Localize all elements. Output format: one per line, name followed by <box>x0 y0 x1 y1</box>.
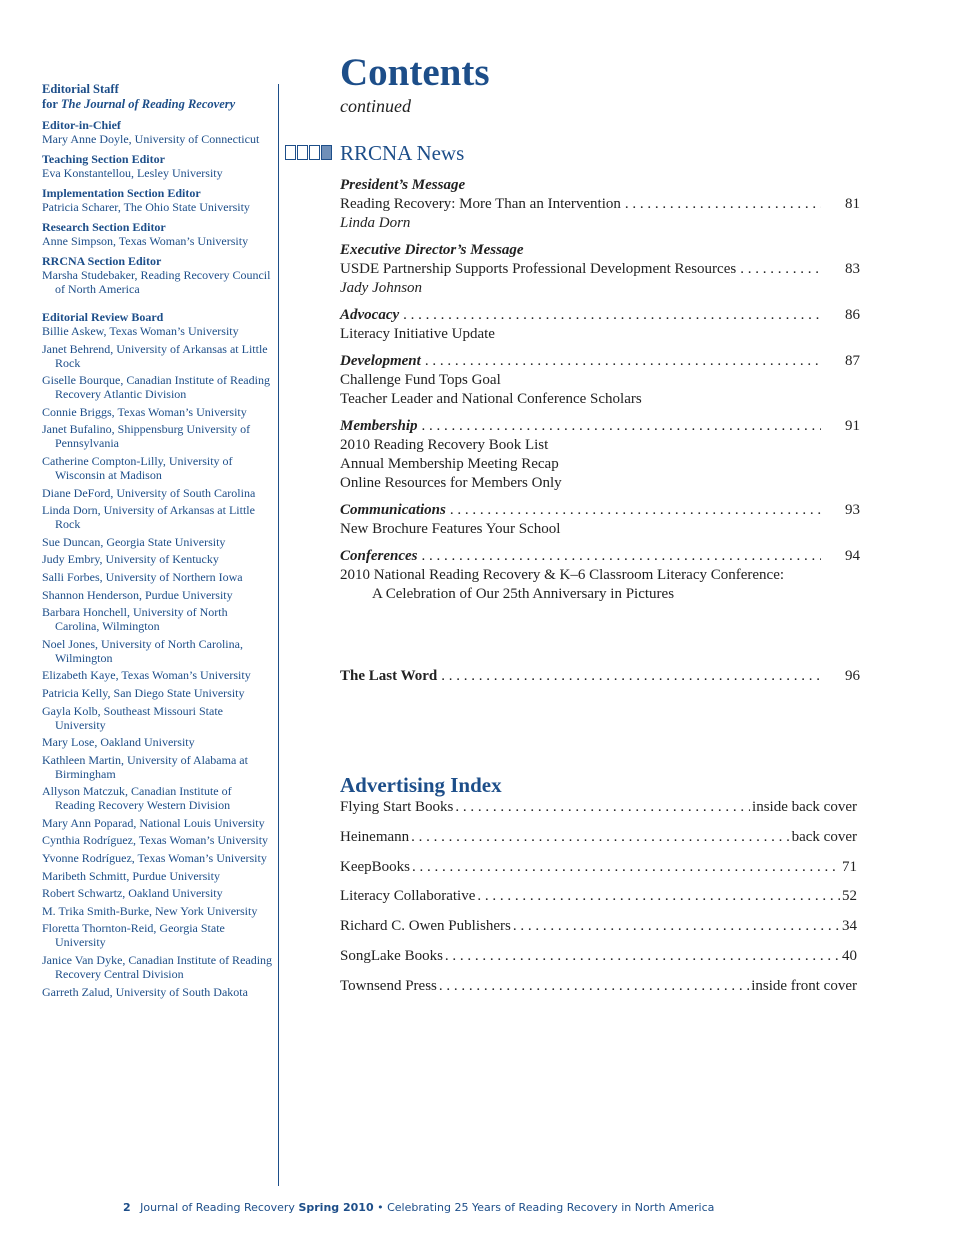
toc-entry[interactable] <box>340 176 860 233</box>
advertising-title: Advertising Index <box>340 773 502 797</box>
advertiser-row[interactable] <box>340 887 857 917</box>
role-implementation-editor <box>42 186 274 214</box>
advertiser-row[interactable] <box>340 977 857 1007</box>
advertiser-name: Literacy Collaborative <box>340 888 476 905</box>
entry-heading: Advocacy <box>340 307 400 323</box>
review-board-heading: Editorial Review Board <box>42 310 164 324</box>
footer-tagline: Celebrating 25 Years of Reading Recovery in North America <box>387 1201 715 1214</box>
contents-title: Contents <box>340 51 490 94</box>
advertiser-name: Richard C. Owen Publishers <box>340 918 511 935</box>
person: Anne Simpson, Texas Woman’s University <box>42 234 249 248</box>
entry-title: USDE Partnership Supports Professional Development Resources <box>340 261 737 277</box>
entry-heading: Development <box>340 353 421 369</box>
review-board-member: Janice Van Dyke, Canadian Institute of Reading Recovery Central Division <box>42 953 273 982</box>
dot-leader <box>455 798 750 817</box>
dot-leader <box>422 417 821 436</box>
review-board-member: Sue Duncan, Georgia State University <box>42 534 226 549</box>
review-board-member: Janet Bufalino, Shippensburg University of Pennsylvania <box>42 422 251 451</box>
review-board-member: M. Trika Smith-Burke, New York University <box>42 903 258 918</box>
advertiser-row[interactable] <box>340 917 857 947</box>
staff-title: Editorial Staff for The Journal of Reading Recovery <box>42 82 236 111</box>
role-rrcna-editor <box>42 254 274 296</box>
contents-column <box>340 50 860 604</box>
entry-page: 83 <box>845 261 860 277</box>
toc-entry[interactable] <box>340 352 860 409</box>
entry-leader-line <box>340 195 825 214</box>
entry-heading: Executive Director’s Message <box>340 242 524 258</box>
toc-entry[interactable] <box>340 417 860 493</box>
entry-page: 87 <box>845 353 860 369</box>
role-label: Teaching Section Editor <box>42 152 165 166</box>
person: Mary Anne Doyle, University of Connecticut <box>42 132 260 146</box>
advertiser-name: SongLake Books <box>340 947 443 964</box>
entry-leader-line <box>340 306 825 325</box>
advertiser-page: 40 <box>842 947 857 964</box>
toc-entry[interactable] <box>340 306 860 344</box>
review-board-member: Patricia Kelly, San Diego State University <box>42 685 245 700</box>
advertising-rows <box>340 798 860 1007</box>
column-divider <box>278 84 279 1186</box>
contents-subtitle: continued <box>340 96 411 116</box>
entry-subtitle: New Brochure Features Your School <box>340 521 561 537</box>
person: Marsha Studebaker, Reading Recovery Council of North America <box>42 268 271 296</box>
review-board-member: Catherine Compton-Lilly, University of Wisconsin at Madison <box>42 453 233 482</box>
review-board-member: Yvonne Rodríguez, Texas Woman’s University <box>42 851 267 866</box>
role-label: Research Section Editor <box>42 220 166 234</box>
advertiser-name: Heinemann <box>340 828 410 845</box>
entry-subtitle: Challenge Fund Tops Goal <box>340 372 501 388</box>
dot-leader <box>445 947 840 966</box>
review-board-member: Barbara Honchell, University of North Carolina, Wilmington <box>42 605 228 634</box>
advertiser-page: inside front cover <box>751 977 857 994</box>
toc-entry-last-word[interactable] <box>340 667 860 686</box>
dot-leader <box>477 887 840 906</box>
entry-author: Linda Dorn <box>340 215 411 231</box>
entry-label: The Last Word <box>340 668 438 684</box>
entry-leader-line <box>340 501 825 520</box>
advertiser-page: inside back cover <box>752 799 857 815</box>
role-label: Implementation Section Editor <box>42 186 201 200</box>
person: Eva Konstantellou, Lesley University <box>42 166 223 180</box>
review-board-member: Connie Briggs, Texas Woman’s University <box>42 404 247 419</box>
advertising-index <box>340 772 860 1007</box>
page-number: 2 <box>123 1201 131 1214</box>
section-heading <box>340 138 860 168</box>
review-board-member: Elizabeth Kaye, Texas Woman’s University <box>42 668 251 683</box>
footer-bullet: • <box>377 1201 384 1214</box>
dot-leader <box>425 352 821 371</box>
review-board-member: Salli Forbes, University of Northern Iowa <box>42 569 243 584</box>
advertiser-row[interactable] <box>340 947 857 977</box>
review-board-member: Linda Dorn, University of Arkansas at Little Rock <box>42 503 255 532</box>
advertiser-row[interactable] <box>340 798 857 828</box>
advertiser-name: Townsend Press <box>340 977 437 994</box>
review-board-member: Judy Embry, University of Kentucky <box>42 552 219 567</box>
review-board-member: Mary Lose, Oakland University <box>42 735 195 750</box>
entry-subtitle: Literacy Initiative Update <box>340 326 495 342</box>
review-board-member: Shannon Henderson, Purdue University <box>42 587 233 602</box>
toc-entry[interactable] <box>340 501 860 539</box>
role-label: Editor-in-Chief <box>42 118 121 132</box>
review-board-member: Mary Ann Poparad, National Louis University <box>42 815 265 830</box>
entry-leader-line <box>340 352 825 371</box>
advertiser-name: KeepBooks <box>340 858 410 875</box>
review-board-member: Janet Behrend, University of Arkansas at Little Rock <box>42 341 268 370</box>
review-board-member: Garreth Zalud, University of South Dakota <box>42 984 248 999</box>
advertiser-name: Flying Start Books <box>340 799 454 815</box>
role-research-editor <box>42 220 274 248</box>
entry-leader-line <box>340 260 825 279</box>
review-board-member: Floretta Thornton-Reid, Georgia State University <box>42 921 225 950</box>
advertiser-row[interactable] <box>340 828 857 858</box>
entry-page: 94 <box>845 548 860 564</box>
footer-journal: Journal of Reading Recovery <box>140 1201 295 1214</box>
role-teaching-editor <box>42 152 274 180</box>
review-board-list <box>42 324 274 999</box>
entry-subtitle: Online Resources for Members Only <box>340 475 562 491</box>
review-board-member: Diane DeFord, University of South Carolina <box>42 485 256 500</box>
advertiser-page: 34 <box>842 918 857 935</box>
advertiser-page: 52 <box>842 888 857 905</box>
review-board-member: Billie Askew, Texas Woman’s University <box>42 324 239 338</box>
entry-subtitle: Teacher Leader and National Conference Scholars <box>340 391 642 407</box>
dot-leader <box>740 260 821 279</box>
entry-subtitle: Annual Membership Meeting Recap <box>340 456 559 472</box>
footer-season: Spring 2010 <box>298 1201 374 1214</box>
entry-heading: Membership <box>340 418 418 434</box>
entry-subtitle: 2010 National Reading Recovery & K–6 Classroom Literacy Conference: <box>340 567 785 583</box>
entry-heading: Communications <box>340 502 446 518</box>
review-board-member: Robert Schwartz, Oakland University <box>42 886 223 901</box>
section-boxes-icon <box>285 145 332 160</box>
role-label: RRCNA Section Editor <box>42 254 162 268</box>
entry-page: 93 <box>845 502 860 518</box>
entry-title: Reading Recovery: More Than an Intervention <box>340 196 621 212</box>
entry-subtitle: 2010 Reading Recovery Book List <box>340 437 549 453</box>
dot-leader <box>403 306 821 325</box>
entry-page: 91 <box>845 418 860 434</box>
review-board-member: Maribeth Schmitt, Purdue University <box>42 868 220 883</box>
editorial-staff-column <box>42 82 274 1002</box>
entry-leader-line <box>340 547 825 566</box>
journal-name: The Journal of Reading Recovery <box>60 97 236 111</box>
entry-page: 96 <box>845 668 860 684</box>
entry-page: 86 <box>845 307 860 323</box>
dot-leader <box>625 195 821 214</box>
dot-leader <box>411 828 789 847</box>
dot-leader <box>450 501 821 520</box>
entry-heading: President’s Message <box>340 177 466 193</box>
role-editor-in-chief <box>42 118 274 146</box>
dot-leader <box>412 858 840 877</box>
entry-leader-line <box>340 417 825 436</box>
review-board-member: Giselle Bourque, Canadian Institute of Reading Recovery Atlantic Division <box>42 373 270 402</box>
review-board-member: Cynthia Rodríguez, Texas Woman’s University <box>42 833 269 848</box>
dot-leader <box>439 977 749 996</box>
page-footer <box>123 1201 714 1214</box>
entry-page: 81 <box>845 196 860 212</box>
toc-entry[interactable] <box>340 241 860 298</box>
person: Patricia Scharer, The Ohio State University <box>42 200 250 214</box>
section-title: RRCNA News <box>340 141 465 165</box>
advertiser-page: back cover <box>791 828 857 845</box>
entry-author: Jady Johnson <box>340 280 423 296</box>
dot-leader <box>441 667 821 686</box>
dot-leader <box>422 547 822 566</box>
review-board-member: Noel Jones, University of North Carolina, Wilmington <box>42 636 243 665</box>
advertiser-row[interactable] <box>340 858 857 888</box>
review-board-member: Allyson Matczuk, Canadian Institute of Reading Recovery Western Division <box>42 784 232 813</box>
advertiser-page: 71 <box>842 858 857 875</box>
dot-leader <box>513 917 840 936</box>
toc-entries <box>340 176 860 604</box>
entry-heading: Conferences <box>340 548 418 564</box>
toc-entry[interactable] <box>340 547 860 604</box>
entry-subtitle: A Celebration of Our 25th Anniversary in Pictures <box>372 586 675 602</box>
review-board-member: Kathleen Martin, University of Alabama at Birmingham <box>42 752 248 781</box>
review-board-member: Gayla Kolb, Southeast Missouri State University <box>42 703 223 732</box>
